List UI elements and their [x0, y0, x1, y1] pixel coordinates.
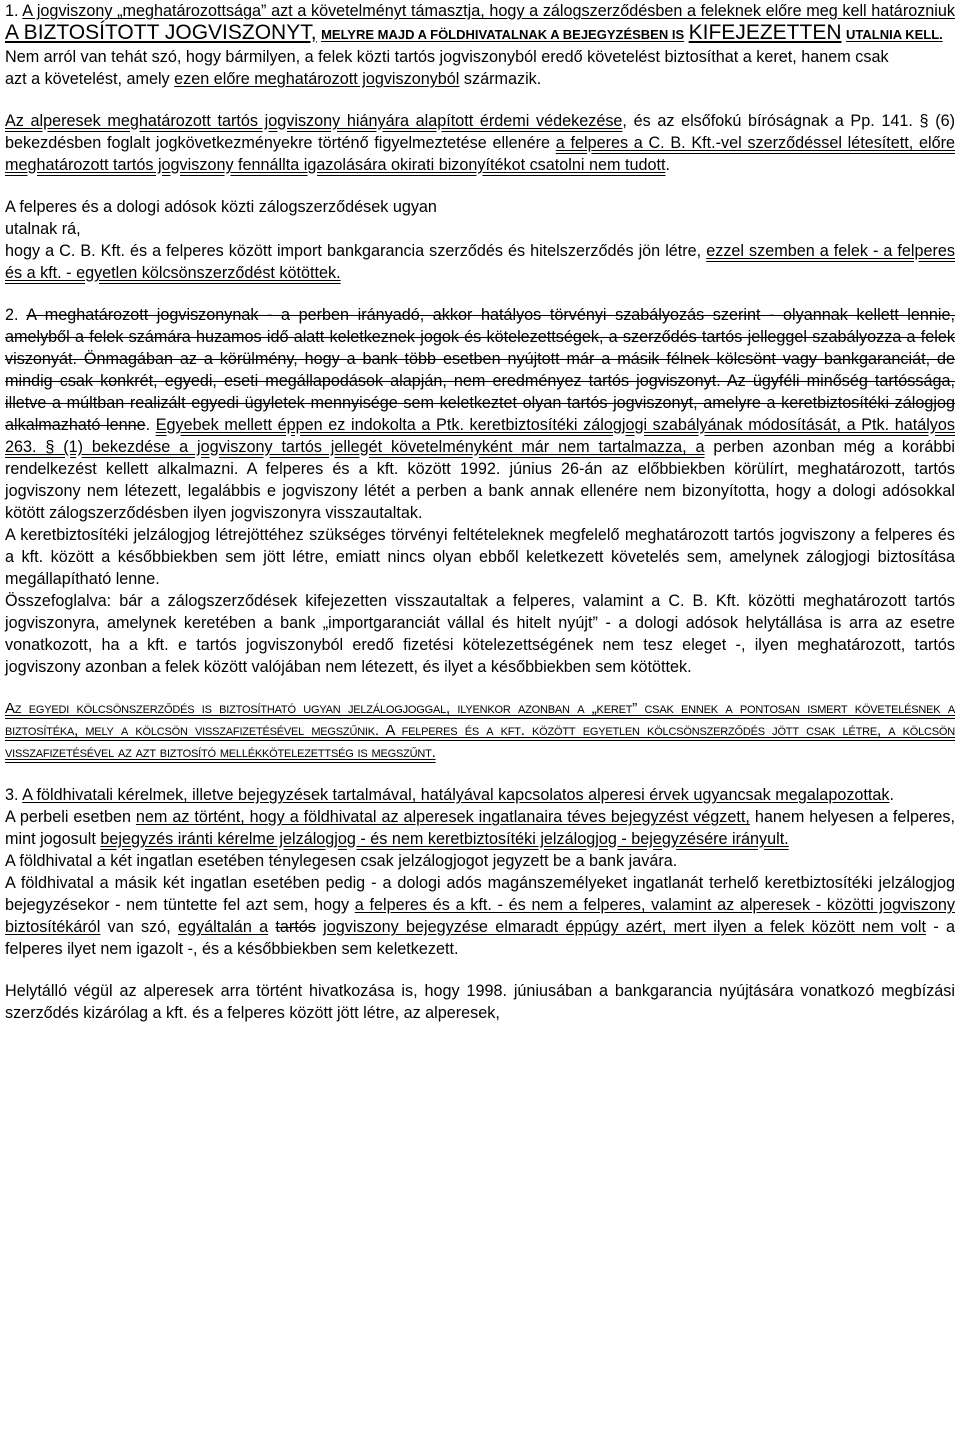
paragraph-3 [5, 196, 955, 284]
paragraph-5: A keretbiztosítéki jelzálogjog létrejöttéhez szükséges törvényi feltételeknek megfelelő meghatározott tartós jogviszony a felperes és a kft. között a későbbiekben sem jött létre, emiatt nincs olyan ebből keletkezett követelés sem, amelynek zálogjogi biztosítása megállapítható lenne. [5, 526, 955, 588]
p1-secured-relationship: A BIZTOSÍTOTT JOGVISZONYT, [5, 21, 317, 44]
p4-amendment-text: Egyebek mellett éppen ez indokolta a Ptk. keretbiztosítéki zálogjogi szabályának módosítását, a Ptk. hatályos 263. § (1) bekezdése a jogviszony tartós jellegét követelményként már nem tartalmazza, a [5, 416, 955, 456]
item-number-3: 3. [5, 786, 19, 804]
p2-defense: Az alperesek meghatározott tartós jogviszony hiányára alapított érdemi védekezése [5, 112, 623, 130]
item-number-1: 1. [5, 2, 19, 20]
p9-d: bejegyzés iránti kérelme jelzálogjog - és nem keretbiztosítéki jelzálogjog - bejegyzésére irányult. [100, 830, 789, 848]
p1-sentence-3a: azt a követelést, amely [5, 70, 170, 88]
p11-c: van szó, [107, 918, 171, 936]
paragraph-11 [5, 872, 955, 960]
paragraph-6: Összefoglalva: bár a zálogszerződések kifejezetten visszautaltak a felperes, valamint a C. B. Kft. közötti meghatározott tartós jogviszonyra, amelynek keretében a bank „importgaranciát vállal és hitelt nyújt” - a dologi adósok helytállása is arra az esetre vonatkozott, ha a kft. e tartós jogviszonyból eredő fizetési kötelezettségének nem tesz eleget -, ilyen meghatározott, tartós jogviszony azonban a felek között valójában nem létezett, és ilyet a későbbiekben sem kötöttek. [5, 592, 955, 676]
p1-requirement-text: A jogviszony „meghatározottsága” azt a követelményt támasztja, hogy a zálogszerződésben a feleknek előre meg kell határozniuk [22, 2, 955, 20]
p11-e: tartós [275, 918, 316, 936]
p3-line-3b: ezzel szemben a felek - a felperes és a kft. - egyetlen kölcsönszerződést kötöttek. [5, 242, 955, 282]
p3-line-3a: hogy a C. B. Kft. és a felperes között import bankgarancia szerződés és hitelszerződés jön létre, [5, 242, 702, 260]
paragraph-12: Helytálló végül az alperesek arra történt hivatkozása is, hogy 1998. júniusában a bankgarancia nyújtására vonatkozó megbízási szerződés kizárólag a kft. és a felperes között jött létre, az alperesek, [5, 982, 955, 1022]
paragraph-2 [5, 110, 955, 176]
p3-line-2: utalnak rá, [5, 220, 81, 238]
p8-heading-text: A földhivatali kérelmek, illetve bejegyzések tartalmával, hatályával kapcsolatos alperesi érvek ugyancsak megalapozottak [22, 786, 890, 804]
p11-a: A földhivatal a másik két ingatlan esetében pedig - a dologi adós magánszemélyeket ingatlanát terhelő keretbiztosítéki jelzálogjog bejegyzésekor - nem tüntette fel azt sem, hogy [5, 874, 955, 914]
paragraph-1 [5, 0, 955, 90]
p9-b: nem az történt, hogy a földhivatal az alperesek ingatlanaira téves bejegyzést végzett, [135, 808, 750, 826]
p1-land-registry-text: MELYRE MAJD A FÖLDHIVATALNAK A BEJEGYZÉSBEN IS [321, 27, 685, 42]
paragraph-7 [5, 698, 955, 764]
p1-sentence-3c: származik. [463, 70, 542, 88]
p2-no-evidence: a felperes a C. B. Kft.-vel szerződéssel létesített, előre meghatározott tartós jogviszony fennállta igazolására okirati bizonyítékot csatolni nem tudott [5, 134, 956, 174]
p4-remaining-text: perben azonban még a korábbi rendelkezést kellett alkalmazni. A felperes és a kft. között 1992. június 26-án az előbbiekben körülírt, meghatározott, tartós jogviszony nem létezett, legalábbis e jogviszony létét a perben a bank annak ellenére nem bizonyította, hogy a dologi adósokkal kötött zálogszerződésben ilyen jogviszonyra visszautaltak. [5, 438, 956, 522]
item-number-2: 2. [5, 306, 19, 324]
paragraph-9 [5, 806, 955, 850]
p11-g: - a felperes ilyet nem igazolt -, és a későbbiekben sem keletkezett. [5, 918, 955, 958]
p2-period: . [665, 156, 670, 174]
paragraph-10: A földhivatal a két ingatlan esetében ténylegesen csak jelzálogjogot jegyzett be a bank javára. [5, 852, 678, 870]
p11-f: jogviszony bejegyzése elmaradt éppúgy azért, mert ilyen a felek között nem volt [323, 918, 927, 936]
p4-struck-text: A meghatározott jogviszonynak - a perben irányadó, akkor hatályos törvényi szabályozás szerint - olyannak kellett lennie, amelyből a felek számára huzamos idő alatt keletkeznek jogok és kötelezettségek, a szerződés tartós jelleggel szabályozza a felek viszonyát. Önmagában az a körülmény, hogy a bank több esetben nyújtott már a másik félnek kölcsönt vagy bankgaranciát, de mindig csak konkrét, egyedi, eseti megállapodások alapján, nem eredményez tartós jogviszonyt. Az ügyféli minőség tartóssága, illetve a múltban realizált egyedi ügyletek mennyisége sem keletkeztet olyan tartós jogviszonyt, amelyre a keretbiztosítéki zálogjog alkalmazható lenne [5, 306, 955, 434]
p8-period: . [889, 786, 895, 804]
p1-sentence-3b: ezen előre meghatározott jogviszonyból [174, 70, 460, 88]
p4-period: . [145, 416, 151, 434]
paragraph-4 [5, 304, 955, 524]
p11-d: egyáltalán a [178, 918, 269, 936]
paragraph-8 [5, 784, 955, 806]
p3-line-1: A felperes és a dologi adósok közti zálogszerződések ugyan [5, 198, 437, 216]
p11-b: a felperes és a kft. - és nem a felperes, valamint az alperesek - közötti jogviszony biztosítékáról [5, 896, 955, 936]
p9-a: A perbeli esetben [5, 808, 131, 826]
p1-explicitly: KIFEJEZETTEN [688, 21, 842, 44]
p1-must-refer: UTALNIA KELL. [846, 27, 943, 42]
p7-summary: Az egyedi kölcsönszerződés is biztosítható ugyan jelzálogjoggal, ilyenkor azonban a „keret” csak ennek a pontosan ismert követelésnek a biztosítéka, mely a kölcsön visszafizetésével megszűnik. A felperes és a kft. között egyetlen kölcsönszerződés jött csak létre, a kölcsön visszafizetésével az azt biztosító mellékkötelezettség is megszűnt. [5, 700, 955, 761]
p9-c: hanem helyesen a felperes, mint jogosult [5, 808, 955, 848]
p2-warning: , és az elsőfokú bíróságnak a Pp. 141. § (6) bekezdésben foglalt jogkövetkezményekre történő figyelmeztetése ellenére [5, 112, 955, 152]
p1-sentence-2: Nem arról van tehát szó, hogy bármilyen, a felek közti tartós jogviszonyból eredő követelést biztosíthat a keret, hanem csak [5, 48, 889, 66]
